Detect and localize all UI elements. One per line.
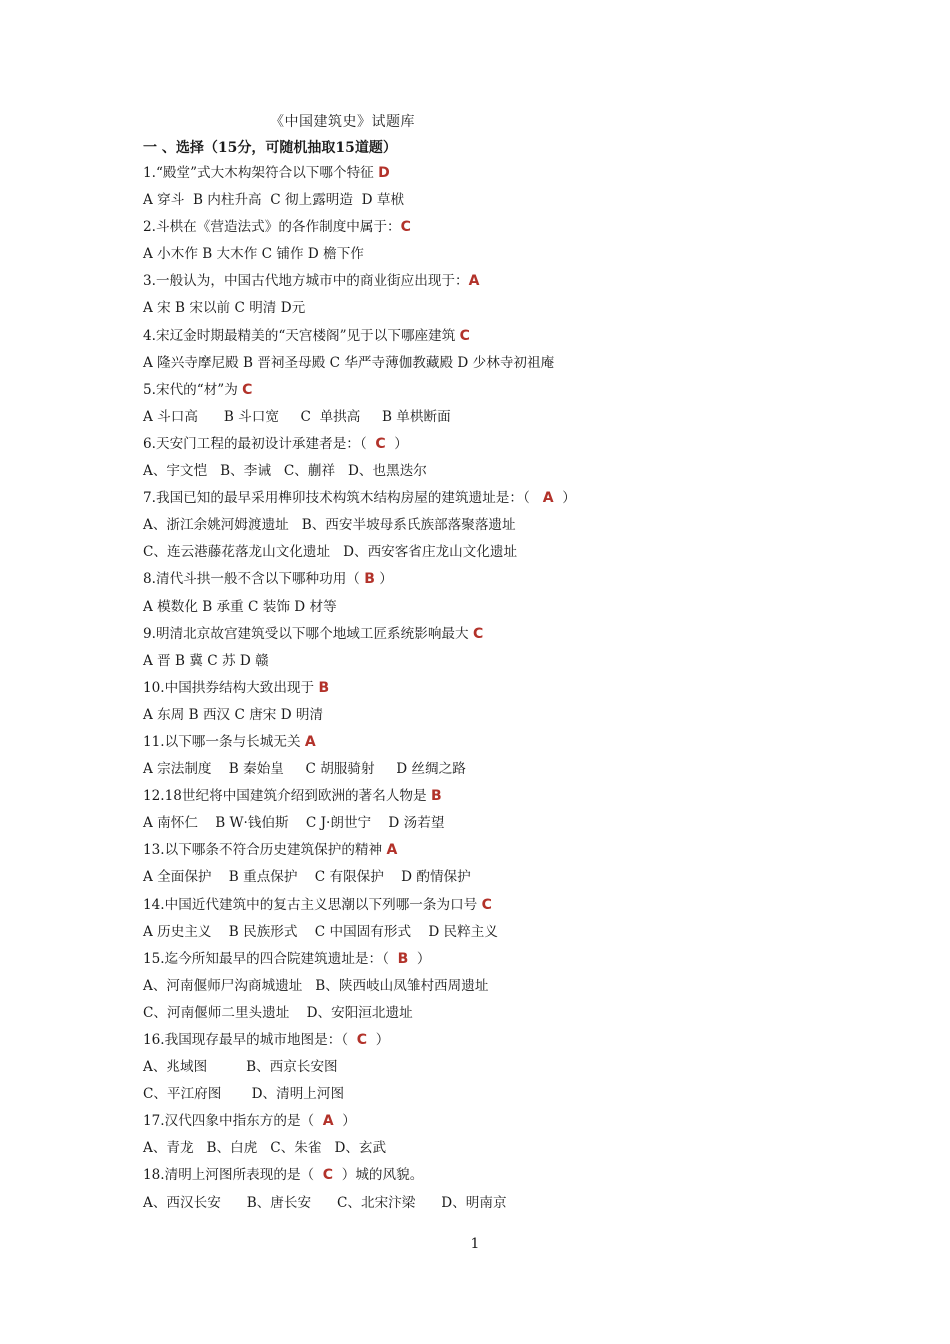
question-list: [143, 164, 843, 1221]
question-text: 11.以下哪一条与长城无关: [143, 733, 305, 750]
options-line: A 模数化 B 承重 C 装饰 D 材等: [143, 598, 337, 615]
question-text: 10.中国拱券结构大致出现于: [143, 679, 319, 696]
question-17: [143, 1112, 843, 1139]
question-text-tail: ）城的风貌。: [333, 1167, 424, 1184]
document-title: 《中国建筑史》试题库: [270, 114, 415, 130]
options-line: A 小木作 B 大木作 C 铺作 D 檐下作: [143, 246, 364, 263]
options-line: A 东周 B 西汉 C 唐宋 D 明清: [143, 706, 324, 723]
options-line: A、宇文恺 B、李诫 C、蒯祥 D、也黑迭尔: [143, 463, 427, 480]
answer-mark: D: [378, 165, 390, 181]
question-text: 3.一般认为，中国古代地方城市中的商业街应出现于：: [143, 273, 469, 290]
question-text: 4.宋辽金时期最精美的“天宫楼阁”见于以下哪座建筑: [143, 327, 460, 344]
options-line: A、青龙 B、白虎 C、朱雀 D、玄武: [143, 1140, 387, 1157]
answer-mark: B: [364, 571, 375, 588]
answer-mark: C: [400, 219, 411, 236]
question-text: 1.“殿堂”式大木构架符合以下哪个特征: [143, 165, 379, 181]
question-text: 14.中国近代建筑中的复古主义思潮以下列哪一条为口号: [143, 896, 482, 913]
question-text-tail: ）: [367, 1032, 390, 1048]
question-text: 18.清明上河图所表现的是（: [143, 1167, 323, 1184]
question-10: [143, 679, 843, 706]
options-line: C、平江府图 D、清明上河图: [143, 1086, 345, 1103]
question-text: 9.明清北京故宫建筑受以下哪个地域工匠系统影响最大: [143, 625, 473, 642]
question-text: 2.斗栱在《营造法式》的各作制度中属于：: [143, 219, 401, 236]
answer-mark: B: [430, 788, 442, 805]
options-line: A 南怀仁 B W·钱伯斯 C J·朗世宁 D 汤若望: [143, 815, 445, 832]
question-14: [143, 896, 843, 923]
options-line: A 穿斗 B 内柱升高 C 彻上露明造 D 草栿: [143, 192, 405, 209]
question-15: [143, 950, 843, 977]
question-text: 15.迄今所知最早的四合院建筑遗址是：（: [143, 950, 398, 967]
options-line: C、连云港藤花落龙山文化遗址 D、西安客省庄龙山文化遗址: [143, 544, 518, 561]
question-8: [143, 570, 843, 597]
options-line: A 全面保护 B 重点保护 C 有限保护 D 酌情保护: [143, 869, 471, 886]
answer-mark: B: [318, 679, 330, 696]
answer-mark: A: [468, 273, 480, 290]
question-16: [143, 1031, 843, 1058]
question-text-tail: ）: [385, 435, 408, 452]
question-5: [143, 381, 843, 408]
question-7: [143, 489, 843, 516]
options-line: A 晋 B 冀 C 苏 D 赣: [143, 652, 269, 669]
question-text: 16.我国现存最早的城市地图是：（: [143, 1032, 357, 1048]
page-number: 1: [470, 1236, 480, 1252]
options-line: A、浙江余姚河姆渡遗址 B、西安半坡母系氏族部落聚落遗址: [143, 517, 516, 534]
options-line: A、兆域图 B、西京长安图: [143, 1059, 338, 1076]
question-1: [143, 164, 843, 191]
question-text: 5.宋代的“材”为: [143, 381, 243, 398]
options-line: A、河南偃师尸沟商城遗址 B、陕西岐山凤雏村西周遗址: [143, 977, 489, 994]
question-text: 12.18世纪将中国建筑介绍到欧洲的著名人物是: [143, 788, 431, 805]
answer-mark: C: [356, 1032, 368, 1048]
question-text: 17.汉代四象中指东方的是（: [143, 1113, 323, 1130]
section-heading: 一 、选择（15分，可随机抽取15道题）: [143, 140, 397, 156]
question-text-tail: ）: [374, 571, 393, 588]
answer-mark: C: [472, 625, 484, 642]
question-2: [143, 218, 843, 245]
options-line: A 宋 B 宋以前 C 明清 D元: [143, 300, 306, 317]
question-4: [143, 327, 843, 354]
answer-mark: B: [397, 950, 409, 967]
question-text: 6.天安门工程的最初设计承建者是：（: [143, 435, 376, 452]
question-3: [143, 272, 843, 299]
answer-mark: A: [542, 490, 554, 507]
question-text: 13.以下哪条不符合历史建筑保护的精神: [143, 842, 387, 859]
options-line: C、河南偃师二里头遗址 D、安阳洹北遗址: [143, 1004, 413, 1021]
question-9: [143, 625, 843, 652]
question-11: [143, 733, 843, 760]
question-text-tail: ）: [333, 1113, 356, 1130]
answer-mark: C: [481, 896, 492, 913]
answer-mark: C: [322, 1167, 334, 1184]
answer-mark: C: [242, 381, 253, 398]
answer-mark: A: [386, 842, 398, 859]
question-text: 8.清代斗拱一般不含以下哪种功用（: [143, 571, 365, 588]
answer-mark: C: [375, 435, 386, 452]
answer-mark: A: [304, 733, 316, 750]
question-text-tail: ）: [408, 950, 431, 967]
question-13: [143, 841, 843, 868]
question-12: [143, 787, 843, 814]
answer-mark: C: [459, 327, 470, 344]
options-line: A 宗法制度 B 秦始皇 C 胡服骑射 D 丝绸之路: [143, 761, 466, 778]
question-text-tail: ）: [553, 490, 576, 507]
question-6: [143, 435, 843, 462]
answer-mark: A: [322, 1113, 334, 1130]
options-line: A、西汉长安 B、唐长安 C、北宋汴梁 D、明南京: [143, 1194, 507, 1211]
options-line: A 历史主义 B 民族形式 C 中国固有形式 D 民粹主义: [143, 923, 498, 940]
question-18: [143, 1166, 843, 1193]
question-text: 7.我国已知的最早采用榫卯技术构筑木结构房屋的建筑遗址是：（: [143, 490, 543, 507]
options-line: A 隆兴寺摩尼殿 B 晋祠圣母殿 C 华严寺薄伽教藏殿 D 少林寺初祖庵: [143, 354, 555, 371]
options-line: A 斗口高 B 斗口宽 C 单拱高 B 单栱断面: [143, 408, 451, 425]
